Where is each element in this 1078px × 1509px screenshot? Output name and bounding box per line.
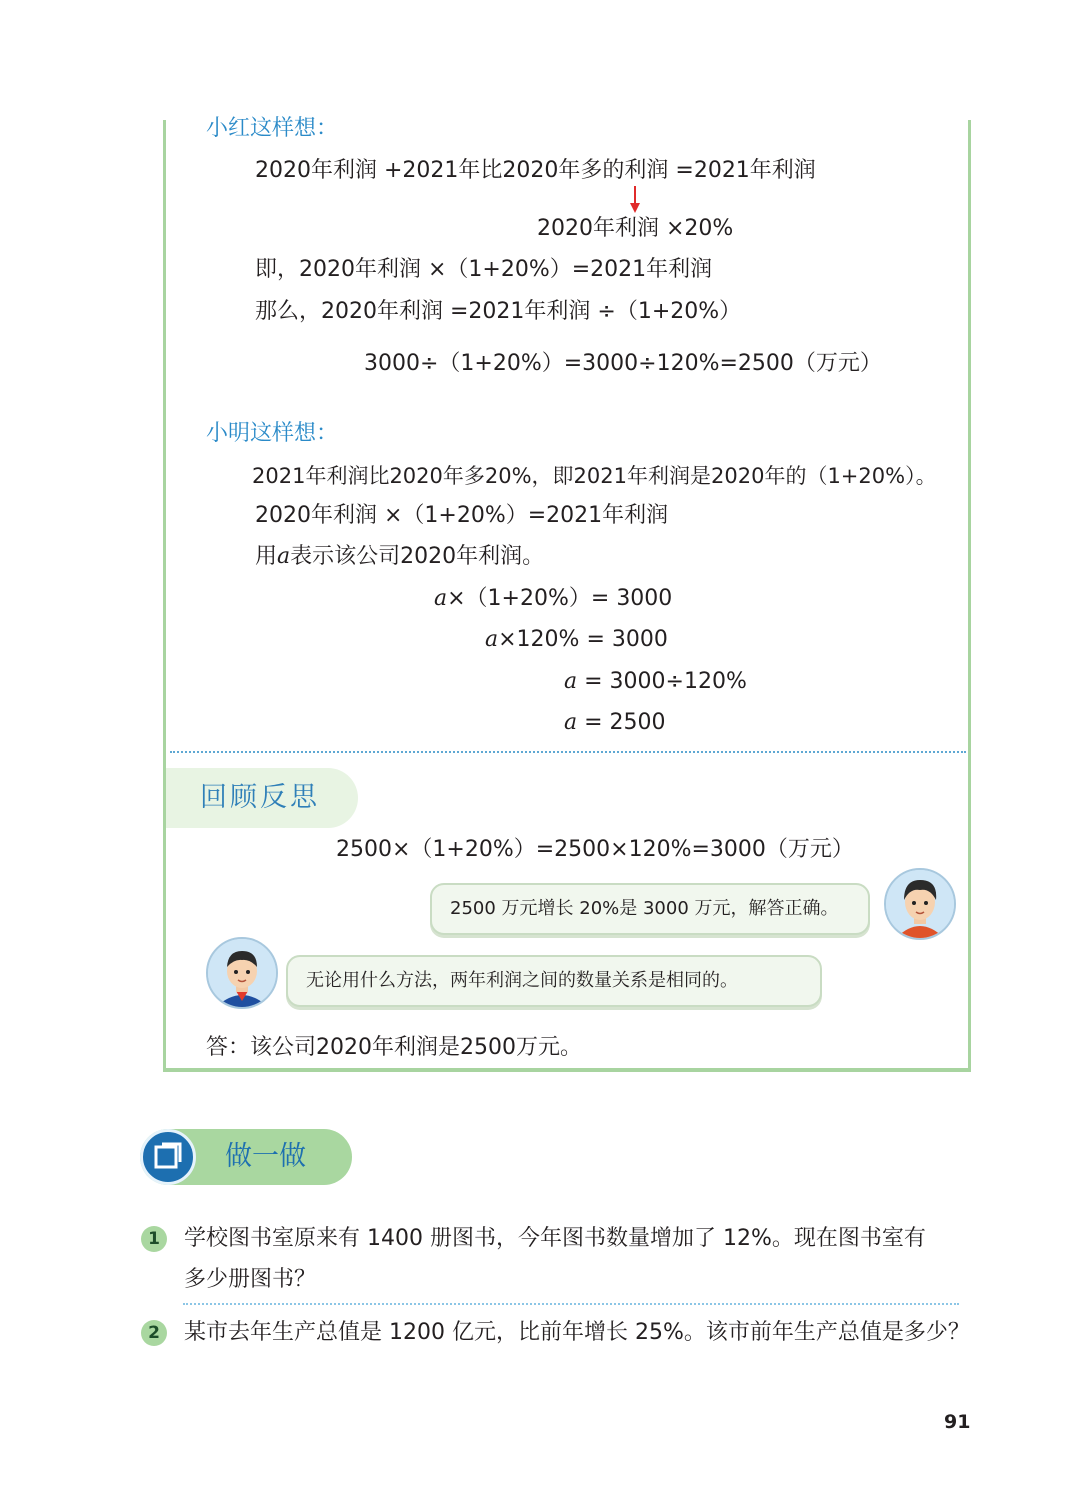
equation-2 bbox=[485, 626, 668, 654]
variable-a: a bbox=[277, 544, 291, 569]
xiaoming-line-3 bbox=[255, 543, 544, 571]
equation-1 bbox=[434, 585, 672, 613]
xiaoming-line-3-post: 表示该公司2020年利润。 bbox=[290, 544, 545, 569]
equation-4 bbox=[564, 709, 666, 737]
review-title: 回顾反思 bbox=[200, 782, 320, 813]
xiaoming-line-3-pre: 用 bbox=[255, 544, 278, 569]
answer: 答：该公司2020年利润是2500万元。 bbox=[206, 1035, 582, 1060]
section-divider bbox=[170, 751, 966, 753]
speech-bubble-girl-text: 2500 万元增长 20%是 3000 万元，解答正确。 bbox=[450, 898, 839, 919]
frame-bottom-border bbox=[163, 1068, 971, 1072]
boy-face-icon bbox=[208, 939, 276, 1007]
equation-3-rest: = 3000÷120% bbox=[577, 669, 747, 694]
frame-right-border bbox=[968, 120, 971, 1072]
doit-title: 做一做 bbox=[225, 1141, 306, 1172]
doit-badge bbox=[140, 1129, 196, 1185]
exercise-number-1: 1 bbox=[141, 1226, 167, 1252]
boy-avatar bbox=[206, 937, 278, 1009]
pencil-square-icon bbox=[143, 1132, 193, 1182]
xiaoming-line-2: 2020年利润 ×（1+20%）=2021年利润 bbox=[255, 503, 669, 528]
variable-a: a bbox=[564, 669, 578, 694]
exercise-divider bbox=[183, 1303, 959, 1305]
exercise-number-2: 2 bbox=[141, 1320, 167, 1346]
equation-2-rest: ×120% = 3000 bbox=[498, 627, 668, 652]
xiaoming-heading: 小明这样想： bbox=[206, 421, 339, 446]
exercise-1-line-2: 多少册图书？ bbox=[184, 1267, 317, 1292]
xiaohong-line-5: 3000÷（1+20%）=3000÷120%=2500（万元） bbox=[364, 351, 882, 376]
equation-4-rest: = 2500 bbox=[577, 710, 666, 735]
variable-a: a bbox=[485, 627, 499, 652]
xiaohong-heading: 小红这样想： bbox=[206, 116, 339, 141]
exercise-2-line-1: 某市去年生产总值是 1200 亿元，比前年增长 25%。该市前年生产总值是多少？ bbox=[184, 1320, 970, 1345]
exercise-1-line-1: 学校图书室原来有 1400 册图书，今年图书数量增加了 12%。现在图书室有 bbox=[184, 1226, 926, 1251]
xiaohong-line-1: 2020年利润 +2021年比2020年多的利润 =2021年利润 bbox=[255, 158, 816, 183]
equation-1-rest: ×（1+20%）= 3000 bbox=[447, 586, 673, 611]
girl-face-icon bbox=[886, 870, 954, 938]
red-arrow-icon bbox=[627, 186, 643, 214]
page-number: 91 bbox=[944, 1411, 971, 1433]
xiaohong-line-2: 2020年利润 ×20% bbox=[537, 216, 734, 241]
girl-avatar bbox=[884, 868, 956, 940]
frame-left-border bbox=[163, 120, 166, 1072]
variable-a: a bbox=[564, 710, 578, 735]
speech-bubble-girl bbox=[430, 883, 870, 935]
review-check: 2500×（1+20%）=2500×120%=3000（万元） bbox=[336, 837, 854, 862]
equation-3 bbox=[564, 668, 747, 696]
xiaohong-line-4: 那么，2020年利润 =2021年利润 ÷（1+20%） bbox=[255, 299, 742, 324]
speech-bubble-boy bbox=[286, 955, 822, 1007]
speech-bubble-boy-text: 无论用什么方法，两年利润之间的数量关系是相同的。 bbox=[306, 970, 738, 991]
xiaoming-line-1: 2021年利润比2020年多20%，即2021年利润是2020年的（1+20%）。 bbox=[252, 464, 937, 488]
xiaohong-line-3: 即，2020年利润 ×（1+20%）=2021年利润 bbox=[255, 257, 713, 282]
variable-a: a bbox=[434, 586, 448, 611]
